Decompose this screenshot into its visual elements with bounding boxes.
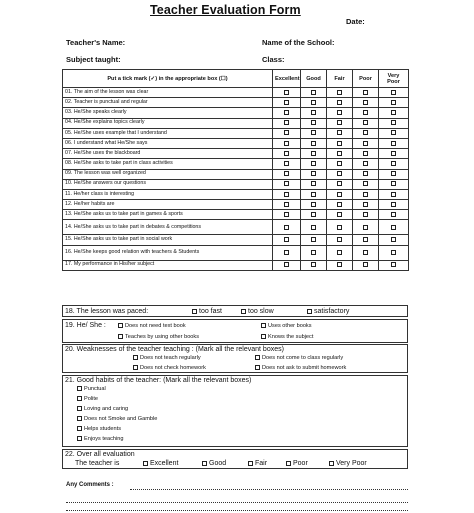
checkbox[interactable] — [77, 426, 82, 431]
rating-checkbox[interactable] — [284, 110, 289, 115]
rating-checkbox[interactable] — [284, 262, 289, 267]
q20-block — [62, 344, 408, 373]
checkbox[interactable] — [255, 355, 260, 360]
rating-checkbox[interactable] — [363, 161, 368, 166]
rating-cell — [379, 235, 409, 245]
rating-checkbox[interactable] — [391, 90, 396, 95]
rating-cell — [301, 179, 327, 189]
rating-checkbox[interactable] — [337, 262, 342, 267]
rating-checkbox[interactable] — [337, 225, 342, 230]
column-header: Good — [301, 70, 327, 88]
rating-checkbox[interactable] — [363, 262, 368, 267]
rating-cell — [379, 210, 409, 220]
rating-checkbox[interactable] — [363, 151, 368, 156]
table-row — [63, 179, 409, 189]
rating-checkbox[interactable] — [391, 181, 396, 186]
rating-cell — [327, 210, 353, 220]
rating-checkbox[interactable] — [337, 90, 342, 95]
q20-option[interactable]: Does not teach regularly — [133, 355, 201, 362]
rating-cell — [273, 245, 301, 260]
rating-checkbox[interactable] — [311, 130, 316, 135]
rating-checkbox[interactable] — [284, 100, 289, 105]
rating-cell — [327, 149, 353, 159]
rating-checkbox[interactable] — [391, 110, 396, 115]
q22-label: 22. Over all evaluation — [65, 451, 135, 458]
q22-prefix: The teacher is — [75, 460, 120, 467]
checkbox[interactable] — [133, 355, 138, 360]
rating-cell — [273, 98, 301, 108]
checkbox[interactable] — [286, 461, 291, 466]
checkbox[interactable] — [261, 323, 266, 328]
rating-cell — [353, 245, 379, 260]
evaluation-table — [62, 69, 409, 271]
rating-cell — [273, 200, 301, 210]
question-label: 09. The lesson was well organized — [63, 169, 273, 179]
rating-cell — [379, 98, 409, 108]
rating-cell — [273, 260, 301, 270]
checkbox[interactable] — [307, 309, 312, 314]
rating-cell — [353, 128, 379, 138]
rating-cell — [301, 108, 327, 118]
rating-checkbox[interactable] — [284, 90, 289, 95]
rating-checkbox[interactable] — [391, 171, 396, 176]
checkbox[interactable] — [143, 461, 148, 466]
q21-option[interactable]: Polite — [77, 396, 98, 403]
rating-checkbox[interactable] — [363, 100, 368, 105]
rating-checkbox[interactable] — [391, 120, 396, 125]
rating-cell — [273, 210, 301, 220]
rating-cell — [353, 200, 379, 210]
rating-cell — [327, 220, 353, 235]
rating-checkbox[interactable] — [363, 225, 368, 230]
rating-cell — [273, 189, 301, 199]
rating-cell — [301, 98, 327, 108]
q21-option[interactable]: Helps students — [77, 426, 121, 433]
rating-checkbox[interactable] — [284, 237, 289, 242]
table-row — [63, 149, 409, 159]
rating-cell — [327, 128, 353, 138]
rating-checkbox[interactable] — [311, 110, 316, 115]
table-row — [63, 260, 409, 270]
rating-checkbox[interactable] — [311, 141, 316, 146]
class-label: Class: — [262, 55, 285, 64]
rating-checkbox[interactable] — [337, 130, 342, 135]
checkbox[interactable] — [241, 309, 246, 314]
rating-checkbox[interactable] — [363, 130, 368, 135]
q18-option[interactable]: satisfactory — [307, 308, 349, 315]
rating-checkbox[interactable] — [311, 100, 316, 105]
rating-checkbox[interactable] — [391, 192, 396, 197]
rating-cell — [327, 169, 353, 179]
rating-checkbox[interactable] — [391, 225, 396, 230]
rating-cell — [327, 235, 353, 245]
q20-option[interactable]: Does not come to class regularly — [255, 355, 343, 362]
form-title: Teacher Evaluation Form — [150, 3, 301, 17]
rating-checkbox[interactable] — [311, 212, 316, 217]
table-row — [63, 98, 409, 108]
checkbox[interactable] — [192, 309, 197, 314]
rating-cell — [301, 138, 327, 148]
q20-label: 20. Weaknesses of the teacher teaching : (Mark all the relevant boxes) — [65, 346, 284, 353]
rating-checkbox[interactable] — [391, 250, 396, 255]
q21-block — [62, 375, 408, 447]
checkbox[interactable] — [248, 461, 253, 466]
table-row — [63, 88, 409, 98]
q19-label: 19. He/ She : — [65, 322, 106, 329]
rating-checkbox[interactable] — [391, 262, 396, 267]
q22-option[interactable]: Fair — [248, 460, 267, 467]
checkbox[interactable] — [77, 436, 82, 441]
table-row — [63, 210, 409, 220]
rating-cell — [327, 189, 353, 199]
rating-checkbox[interactable] — [311, 151, 316, 156]
rating-checkbox[interactable] — [311, 225, 316, 230]
rating-cell — [379, 220, 409, 235]
checkbox[interactable] — [255, 365, 260, 370]
rating-checkbox[interactable] — [391, 151, 396, 156]
rating-cell — [301, 128, 327, 138]
table-row — [63, 118, 409, 128]
rating-cell — [327, 118, 353, 128]
q20-option[interactable]: Does not check homework — [133, 365, 206, 372]
rating-cell — [301, 149, 327, 159]
q19-option[interactable]: Teaches by using other books — [118, 334, 199, 341]
question-label: 06. I understand what He/She says — [63, 138, 273, 148]
rating-checkbox[interactable] — [284, 151, 289, 156]
rating-checkbox[interactable] — [363, 110, 368, 115]
rating-cell — [353, 169, 379, 179]
rating-cell — [301, 118, 327, 128]
q22-option[interactable]: Poor — [286, 460, 308, 467]
question-label: 08. He/She asks to take part in class activities — [63, 159, 273, 169]
rating-checkbox[interactable] — [311, 171, 316, 176]
instruction-header: Put a tick mark (✓) in the appropriate box (☐) — [63, 70, 273, 88]
checkbox[interactable] — [77, 406, 82, 411]
table-row — [63, 200, 409, 210]
rating-checkbox[interactable] — [363, 90, 368, 95]
rating-checkbox[interactable] — [363, 120, 368, 125]
q19-option[interactable]: Knows the subject — [261, 334, 313, 341]
rating-cell — [273, 88, 301, 98]
question-label: 05. He/She uses example that I understand — [63, 128, 273, 138]
rating-cell — [301, 88, 327, 98]
rating-checkbox[interactable] — [391, 130, 396, 135]
rating-cell — [273, 149, 301, 159]
rating-cell — [353, 210, 379, 220]
q19-block — [62, 319, 408, 343]
rating-cell — [379, 200, 409, 210]
rating-cell — [301, 235, 327, 245]
rating-cell — [379, 260, 409, 270]
rating-cell — [301, 260, 327, 270]
table-row — [63, 235, 409, 245]
q22-block — [62, 449, 408, 469]
question-label: 16. He/She keeps good relation with teachers & Students — [63, 245, 273, 260]
rating-checkbox[interactable] — [391, 237, 396, 242]
q21-label: 21. Good habits of the teacher: (Mark all the relevant boxes) — [65, 377, 252, 384]
rating-checkbox[interactable] — [284, 171, 289, 176]
table-row — [63, 169, 409, 179]
question-label: 17. My performance in His/her subject — [63, 260, 273, 270]
rating-checkbox[interactable] — [284, 130, 289, 135]
rating-cell — [327, 159, 353, 169]
column-header: Very Poor — [379, 70, 409, 88]
rating-checkbox[interactable] — [311, 161, 316, 166]
rating-checkbox[interactable] — [363, 250, 368, 255]
table-row — [63, 220, 409, 235]
table-row — [63, 128, 409, 138]
rating-cell — [301, 220, 327, 235]
rating-checkbox[interactable] — [363, 237, 368, 242]
rating-cell — [327, 88, 353, 98]
checkbox[interactable] — [77, 396, 82, 401]
rating-checkbox[interactable] — [284, 250, 289, 255]
rating-checkbox[interactable] — [311, 262, 316, 267]
checkbox[interactable] — [329, 461, 334, 466]
school-name-label: Name of the School: — [262, 38, 335, 47]
rating-cell — [327, 179, 353, 189]
rating-cell — [301, 189, 327, 199]
rating-checkbox[interactable] — [284, 161, 289, 166]
rating-checkbox[interactable] — [337, 212, 342, 217]
checkbox[interactable] — [261, 334, 266, 339]
checkbox[interactable] — [118, 323, 123, 328]
question-label: 03. He/She speaks clearly — [63, 108, 273, 118]
question-label: 11. He/her class is interesting — [63, 189, 273, 199]
rating-cell — [379, 128, 409, 138]
q21-option[interactable]: Does not Smoke and Gamble — [77, 416, 157, 423]
rating-cell — [353, 159, 379, 169]
rating-checkbox[interactable] — [337, 141, 342, 146]
date-label: Date: — [346, 17, 365, 26]
rating-checkbox[interactable] — [311, 181, 316, 186]
rating-checkbox[interactable] — [391, 212, 396, 217]
rating-checkbox[interactable] — [337, 237, 342, 242]
question-label: 13. He/She asks us to take part in games & sports — [63, 210, 273, 220]
rating-checkbox[interactable] — [391, 100, 396, 105]
rating-checkbox[interactable] — [363, 192, 368, 197]
q19-option[interactable]: Does not need text book — [118, 323, 186, 330]
rating-cell — [273, 169, 301, 179]
rating-checkbox[interactable] — [284, 202, 289, 207]
rating-checkbox[interactable] — [311, 90, 316, 95]
rating-cell — [273, 159, 301, 169]
rating-checkbox[interactable] — [284, 181, 289, 186]
table-header-row — [63, 70, 409, 88]
rating-checkbox[interactable] — [337, 192, 342, 197]
rating-cell — [379, 108, 409, 118]
rating-cell — [301, 245, 327, 260]
rating-checkbox[interactable] — [284, 120, 289, 125]
q18-label: 18. The lesson was paced: — [65, 308, 149, 315]
rating-checkbox[interactable] — [284, 192, 289, 197]
rating-cell — [379, 179, 409, 189]
rating-checkbox[interactable] — [363, 171, 368, 176]
rating-checkbox[interactable] — [284, 212, 289, 217]
question-label: 12. He/her habits are — [63, 200, 273, 210]
q22-option[interactable]: Good — [202, 460, 226, 467]
q21-option[interactable]: Enjoys teaching — [77, 436, 124, 443]
table-row — [63, 189, 409, 199]
rating-cell — [327, 260, 353, 270]
rating-checkbox[interactable] — [337, 151, 342, 156]
rating-cell — [273, 138, 301, 148]
rating-cell — [353, 260, 379, 270]
q18-option[interactable]: too slow — [241, 308, 274, 315]
question-label: 07. He/She uses the blackboard — [63, 149, 273, 159]
checkbox[interactable] — [118, 334, 123, 339]
q18-block — [62, 305, 408, 317]
rating-cell — [379, 159, 409, 169]
rating-cell — [301, 210, 327, 220]
rating-cell — [327, 98, 353, 108]
comments-input-line[interactable] — [66, 495, 408, 503]
comments-input-line[interactable] — [66, 505, 408, 511]
question-label: 02. Teacher is punctual and regular — [63, 98, 273, 108]
teacher-name-label: Teacher's Name: — [66, 38, 126, 47]
column-header: Poor — [353, 70, 379, 88]
rating-cell — [353, 220, 379, 235]
rating-cell — [327, 245, 353, 260]
question-label: 15. He/She asks us to take part in social work — [63, 235, 273, 245]
rating-cell — [353, 88, 379, 98]
rating-cell — [327, 138, 353, 148]
rating-checkbox[interactable] — [284, 141, 289, 146]
rating-checkbox[interactable] — [391, 202, 396, 207]
rating-cell — [353, 138, 379, 148]
rating-cell — [353, 149, 379, 159]
rating-cell — [353, 98, 379, 108]
rating-checkbox[interactable] — [311, 250, 316, 255]
rating-checkbox[interactable] — [337, 161, 342, 166]
table-row — [63, 108, 409, 118]
q22-option[interactable]: Excellent — [143, 460, 178, 467]
rating-cell — [273, 179, 301, 189]
rating-cell — [353, 189, 379, 199]
rating-cell — [379, 88, 409, 98]
rating-checkbox[interactable] — [311, 237, 316, 242]
checkbox[interactable] — [202, 461, 207, 466]
rating-checkbox[interactable] — [363, 202, 368, 207]
rating-checkbox[interactable] — [284, 225, 289, 230]
rating-cell — [273, 108, 301, 118]
rating-cell — [379, 118, 409, 128]
rating-cell — [327, 108, 353, 118]
rating-checkbox[interactable] — [363, 141, 368, 146]
rating-checkbox[interactable] — [311, 120, 316, 125]
comments-input[interactable] — [130, 482, 408, 490]
comments-label: Any Comments : — [66, 482, 114, 488]
rating-checkbox[interactable] — [337, 171, 342, 176]
rating-checkbox[interactable] — [311, 192, 316, 197]
rating-checkbox[interactable] — [391, 141, 396, 146]
rating-cell — [353, 108, 379, 118]
rating-cell — [327, 200, 353, 210]
checkbox[interactable] — [77, 416, 82, 421]
table-row — [63, 159, 409, 169]
checkbox[interactable] — [77, 386, 82, 391]
column-header: Fair — [327, 70, 353, 88]
rating-cell — [353, 235, 379, 245]
rating-checkbox[interactable] — [391, 161, 396, 166]
column-header: Excellent — [273, 70, 301, 88]
question-label: 10. He/She answers our questions — [63, 179, 273, 189]
table-row — [63, 245, 409, 260]
rating-checkbox[interactable] — [337, 110, 342, 115]
q22-option[interactable]: Very Poor — [329, 460, 367, 467]
rating-checkbox[interactable] — [363, 212, 368, 217]
rating-cell — [353, 179, 379, 189]
rating-checkbox[interactable] — [337, 250, 342, 255]
rating-checkbox[interactable] — [311, 202, 316, 207]
q20-option[interactable]: Does not ask to submit homework — [255, 365, 346, 372]
rating-cell — [379, 245, 409, 260]
question-label: 14. He/She asks us to take part in debates & competitions — [63, 220, 273, 235]
rating-checkbox[interactable] — [337, 202, 342, 207]
rating-cell — [379, 189, 409, 199]
question-label: 04. He/She explains topics clearly — [63, 118, 273, 128]
table-row — [63, 138, 409, 148]
rating-checkbox[interactable] — [363, 181, 368, 186]
rating-cell — [273, 128, 301, 138]
rating-cell — [301, 159, 327, 169]
rating-cell — [379, 138, 409, 148]
rating-cell — [301, 200, 327, 210]
checkbox[interactable] — [133, 365, 138, 370]
rating-cell — [379, 169, 409, 179]
rating-cell — [273, 220, 301, 235]
rating-cell — [301, 169, 327, 179]
subject-label: Subject taught: — [66, 55, 121, 64]
rating-cell — [273, 235, 301, 245]
rating-cell — [353, 118, 379, 128]
rating-cell — [273, 118, 301, 128]
question-label: 01. The aim of the lesson was clear — [63, 88, 273, 98]
rating-checkbox[interactable] — [337, 181, 342, 186]
rating-cell — [379, 149, 409, 159]
rating-checkbox[interactable] — [337, 100, 342, 105]
q18-option[interactable]: too fast — [192, 308, 222, 315]
rating-checkbox[interactable] — [337, 120, 342, 125]
q21-option[interactable]: Loving and caring — [77, 406, 128, 413]
q19-option[interactable]: Uses other books — [261, 323, 312, 330]
q21-option[interactable]: Punctual — [77, 386, 106, 393]
